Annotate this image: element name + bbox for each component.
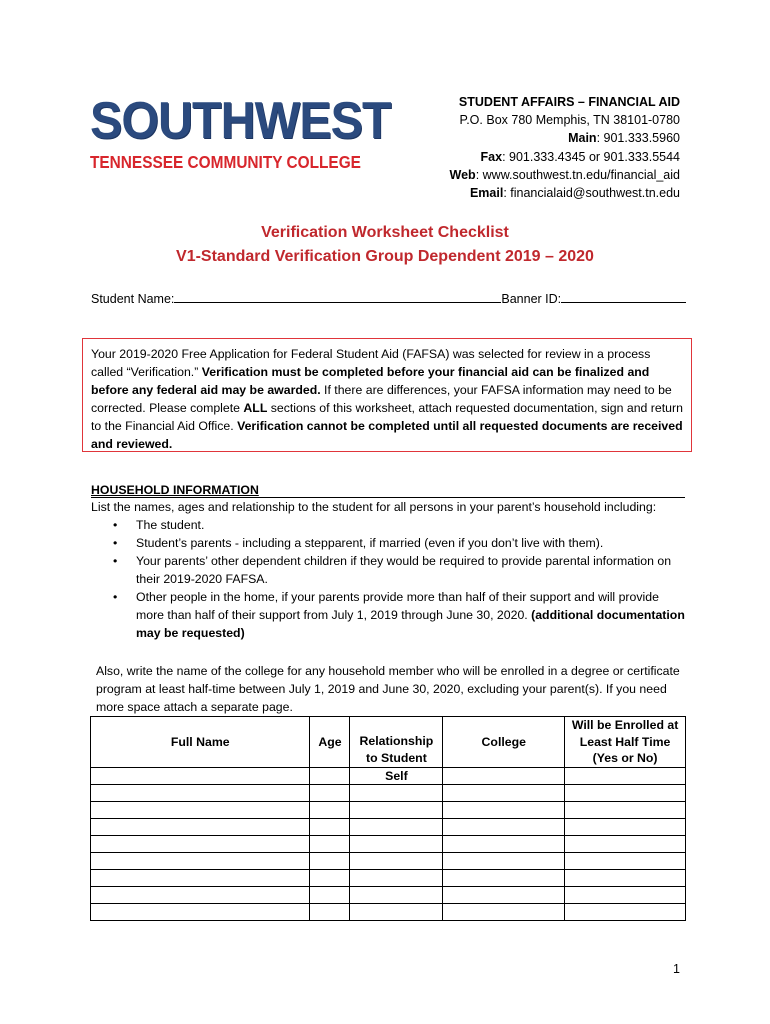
household-table bbox=[90, 716, 686, 921]
table-row bbox=[91, 852, 686, 869]
cell-college[interactable] bbox=[443, 886, 565, 903]
cell-enrolled[interactable] bbox=[565, 767, 686, 784]
cell-relationship[interactable] bbox=[350, 869, 443, 886]
table-row bbox=[91, 835, 686, 852]
cell-relationship[interactable] bbox=[350, 835, 443, 852]
contact-fax: Fax: 901.333.4345 or 901.333.5544 bbox=[480, 149, 680, 164]
cell-age[interactable] bbox=[310, 767, 350, 784]
cell-relationship[interactable] bbox=[350, 784, 443, 801]
table-row bbox=[91, 869, 686, 886]
document-title: Verification Worksheet Checklist bbox=[261, 224, 509, 241]
page-number: 1 bbox=[673, 962, 680, 976]
banner-id-label: Banner ID: bbox=[501, 292, 562, 306]
cell-full-name[interactable] bbox=[91, 869, 310, 886]
table-row bbox=[91, 818, 686, 835]
document-subtitle: V1-Standard Verification Group Dependent 2019 – 2020 bbox=[176, 248, 594, 265]
cell-age[interactable] bbox=[310, 903, 350, 920]
list-item: • The student. bbox=[113, 518, 205, 532]
cell-enrolled[interactable] bbox=[565, 835, 686, 852]
cell-relationship[interactable] bbox=[350, 818, 443, 835]
cell-full-name[interactable] bbox=[91, 886, 310, 903]
cell-college[interactable] bbox=[443, 767, 565, 784]
cell-age[interactable] bbox=[310, 852, 350, 869]
college-logo bbox=[90, 92, 391, 172]
cell-relationship[interactable] bbox=[350, 852, 443, 869]
bullet-icon: • bbox=[113, 590, 118, 604]
cell-college[interactable] bbox=[443, 801, 565, 818]
cell-full-name[interactable] bbox=[91, 767, 310, 784]
header-college: College bbox=[443, 717, 565, 768]
list-item: • Your parents’ other dependent children if they would be required to provide parental information on their 2019-2020 FAFSA. bbox=[113, 554, 672, 586]
cell-college[interactable] bbox=[443, 784, 565, 801]
cell-college[interactable] bbox=[443, 903, 565, 920]
student-name-label: Student Name: bbox=[91, 292, 175, 306]
header-enrolled-half-time: Will be Enrolled at Least Half Time (Yes or No) bbox=[565, 717, 686, 768]
cell-enrolled[interactable] bbox=[565, 801, 686, 818]
verification-notice: Your 2019-2020 Free Application for Federal Student Aid (FAFSA) was selected for review in a process called “Verification.” Verification must be completed before your financial aid can be finalized and before any federal aid may be awarded. If there are differences, your FAFSA information may need to be corrected. Please complete ALL sections of this worksheet, attach requested documentation, sign and return to the Financial Aid Office. Verification cannot be completed until all requested documents are received and reviewed. bbox=[82, 338, 692, 452]
cell-age[interactable] bbox=[310, 784, 350, 801]
cell-relationship[interactable] bbox=[350, 801, 443, 818]
cell-relationship[interactable] bbox=[350, 903, 443, 920]
cell-full-name[interactable] bbox=[91, 852, 310, 869]
cell-age[interactable] bbox=[310, 835, 350, 852]
logo-sub-text: TENNESSEE COMMUNITY COLLEGE bbox=[90, 152, 361, 172]
contact-address: P.O. Box 780 Memphis, TN 38101-0780 bbox=[459, 113, 680, 128]
contact-web[interactable]: Web: www.southwest.tn.edu/financial_aid bbox=[449, 167, 680, 182]
cell-enrolled[interactable] bbox=[565, 869, 686, 886]
header-age: Age bbox=[310, 717, 350, 768]
table-header-row bbox=[91, 717, 686, 768]
cell-age[interactable] bbox=[310, 801, 350, 818]
cell-college[interactable] bbox=[443, 869, 565, 886]
header-relationship: Relationship to Student bbox=[350, 717, 443, 768]
cell-enrolled[interactable] bbox=[565, 818, 686, 835]
cell-relationship[interactable]: Self bbox=[350, 767, 443, 784]
bullet-icon: • bbox=[113, 554, 118, 568]
contact-dept: STUDENT AFFAIRS – FINANCIAL AID bbox=[458, 95, 680, 109]
list-item: • Student’s parents - including a stepparent, if married (even if you don’t live with them). bbox=[113, 536, 604, 550]
logo-main-text: SOUTHWEST bbox=[90, 92, 391, 150]
cell-relationship[interactable] bbox=[350, 886, 443, 903]
bullet-icon: • bbox=[113, 518, 118, 532]
cell-age[interactable] bbox=[310, 886, 350, 903]
table-row bbox=[91, 767, 686, 784]
cell-full-name[interactable] bbox=[91, 818, 310, 835]
cell-full-name[interactable] bbox=[91, 835, 310, 852]
household-heading: HOUSEHOLD INFORMATION bbox=[91, 481, 685, 498]
list-item: • Other people in the home, if your parents provide more than half of their support and will provide more than half of their support from July 1, 2019 through June 30, 2020. (additional documentation may be requested) bbox=[113, 590, 685, 640]
table-row bbox=[91, 801, 686, 818]
student-info-line bbox=[91, 289, 686, 306]
cell-full-name[interactable] bbox=[91, 903, 310, 920]
cell-enrolled[interactable] bbox=[565, 852, 686, 869]
contact-block bbox=[450, 93, 680, 202]
cell-college[interactable] bbox=[443, 852, 565, 869]
cell-age[interactable] bbox=[310, 869, 350, 886]
contact-main: Main: 901.333.5960 bbox=[568, 131, 680, 146]
table-row bbox=[91, 784, 686, 801]
table-row bbox=[91, 886, 686, 903]
student-name-field[interactable] bbox=[174, 289, 501, 303]
banner-id-field[interactable] bbox=[561, 289, 686, 303]
bullet-icon: • bbox=[113, 536, 118, 550]
cell-enrolled[interactable] bbox=[565, 784, 686, 801]
header-full-name: Full Name bbox=[91, 717, 310, 768]
cell-college[interactable] bbox=[443, 835, 565, 852]
household-intro: List the names, ages and relationship to the student for all persons in your parent’s household including: bbox=[91, 500, 657, 514]
household-bullets bbox=[91, 516, 685, 642]
cell-college[interactable] bbox=[443, 818, 565, 835]
cell-full-name[interactable] bbox=[91, 784, 310, 801]
cell-full-name[interactable] bbox=[91, 801, 310, 818]
household-also-note: Also, write the name of the college for any household member who will be enrolled in a degree or certificate program at least half-time between July 1, 2019 and June 30, 2020, excluding your parent(s). If you need more space attach a separate page. bbox=[96, 664, 680, 714]
cell-enrolled[interactable] bbox=[565, 886, 686, 903]
table-row bbox=[91, 903, 686, 920]
cell-age[interactable] bbox=[310, 818, 350, 835]
contact-email[interactable]: Email: financialaid@southwest.tn.edu bbox=[469, 186, 680, 201]
cell-enrolled[interactable] bbox=[565, 903, 686, 920]
